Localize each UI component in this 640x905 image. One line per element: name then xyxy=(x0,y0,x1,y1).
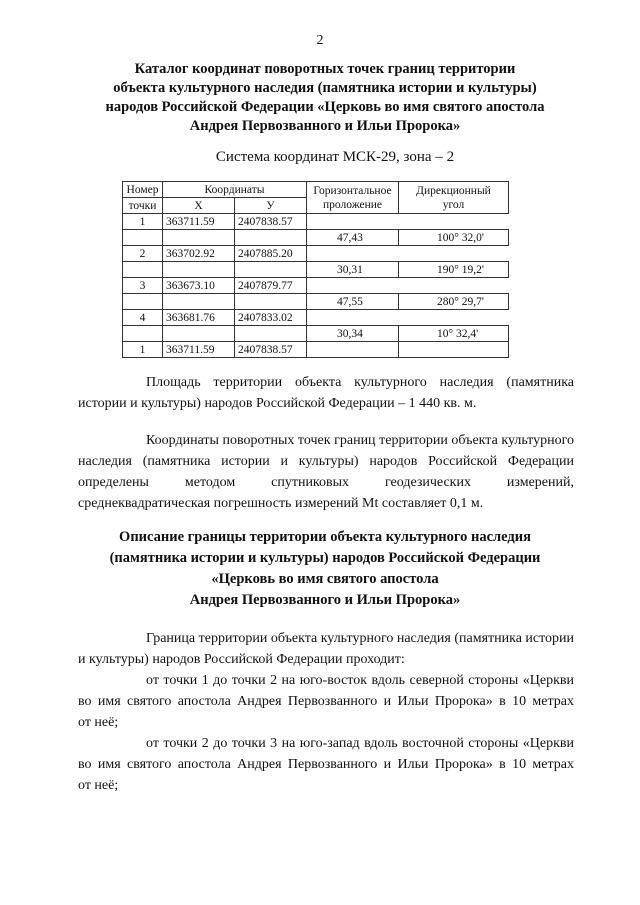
empty-cell xyxy=(307,310,399,326)
header-y: У xyxy=(235,198,307,214)
header-horizontal-distance xyxy=(307,182,399,214)
x-cell: 363673.10 xyxy=(163,278,235,294)
description-title-line: (памятника истории и культуры) народов Российской Федерации xyxy=(109,550,541,566)
empty-cell xyxy=(235,294,307,310)
paragraph-line: Площадь территории объекта культурного наследия (памятника xyxy=(146,375,574,390)
header-direction-angle xyxy=(399,182,509,214)
empty-cell xyxy=(307,246,399,262)
catalog-title xyxy=(90,60,560,136)
y-cell: 2407879.77 xyxy=(235,278,307,294)
coordinates-table xyxy=(122,181,509,358)
y-cell: 2407885.20 xyxy=(235,246,307,262)
header-horizontal-distance-line: проложение xyxy=(322,198,383,211)
description-title-line: «Церковь во имя святого апостола xyxy=(211,571,439,587)
x-cell: 363681.76 xyxy=(163,310,235,326)
empty-cell xyxy=(399,278,509,294)
empty-cell xyxy=(163,326,235,342)
header-point-number: Номер xyxy=(123,182,163,198)
empty-cell xyxy=(399,214,509,230)
empty-cell xyxy=(235,230,307,246)
paragraph-line: во имя святого апостола Андрея Первозванного и Ильи Пророка» в 10 метрах xyxy=(78,694,574,709)
catalog-title-line: Андрея Первозванного и Ильи Пророка» xyxy=(189,118,461,134)
empty-cell xyxy=(123,294,163,310)
paragraph-line: наследия (памятника истории и культуры) народов Российской Федерации xyxy=(78,454,574,469)
y-cell: 2407838.57 xyxy=(235,214,307,230)
angle-cell: 280° 29,7' xyxy=(399,294,509,310)
point-number-cell: 1 xyxy=(123,342,163,358)
x-cell: 363711.59 xyxy=(163,342,235,358)
paragraph-line: среднеквадратическая погрешность измерений Mt составляет 0,1 м. xyxy=(78,496,484,511)
distance-cell: 30,31 xyxy=(307,262,399,278)
table-row xyxy=(123,214,509,230)
empty-cell xyxy=(123,326,163,342)
point-number-cell: 1 xyxy=(123,214,163,230)
empty-cell xyxy=(307,278,399,294)
paragraph-line: во имя святого апостола Андрея Первозванного и Ильи Пророка» в 10 метрах xyxy=(78,757,574,772)
paragraph-line: Граница территории объекта культурного наследия (памятника истории xyxy=(146,631,575,646)
point-number-cell: 4 xyxy=(123,310,163,326)
paragraph-line: истории и культуры) народов Российской Федерации – 1 440 кв. м. xyxy=(78,396,477,411)
table-row xyxy=(123,230,509,246)
paragraph-line: и культуры) народов Российской Федерации проходит: xyxy=(78,652,405,667)
table-row xyxy=(123,342,509,358)
empty-cell xyxy=(163,262,235,278)
catalog-title-line: Каталог координат поворотных точек границ территории xyxy=(134,61,516,77)
segment-2-3-description xyxy=(78,733,574,796)
x-cell: 363711.59 xyxy=(163,214,235,230)
paragraph-line: определены методом спутниковых геодезических измерений, xyxy=(78,475,574,490)
y-cell: 2407838.57 xyxy=(235,342,307,358)
distance-cell: 47,43 xyxy=(307,230,399,246)
method-paragraph xyxy=(78,430,574,514)
distance-cell: 30,34 xyxy=(307,326,399,342)
y-cell: 2407833.02 xyxy=(235,310,307,326)
point-number-cell: 3 xyxy=(123,278,163,294)
paragraph-line: от точки 2 до точки 3 на юго-запад вдоль восточной стороны «Церкви xyxy=(146,736,574,751)
table-row xyxy=(123,310,509,326)
boundary-intro xyxy=(78,628,575,670)
table-row xyxy=(123,326,509,342)
catalog-title-line: народов Российской Федерации «Церковь во имя святого апостола xyxy=(105,99,545,115)
angle-cell: 100° 32,0' xyxy=(399,230,509,246)
area-paragraph xyxy=(78,372,574,414)
angle-cell: 190° 19,2' xyxy=(399,262,509,278)
empty-cell xyxy=(163,294,235,310)
page-number: 2 xyxy=(316,33,324,48)
empty-cell xyxy=(307,342,399,358)
header-horizontal-distance-line: Горизонтальное xyxy=(313,184,392,197)
empty-cell xyxy=(163,230,235,246)
angle-cell: 10° 32,4' xyxy=(399,326,509,342)
table-row xyxy=(123,246,509,262)
empty-cell xyxy=(235,326,307,342)
table-row xyxy=(123,262,509,278)
table-row xyxy=(123,278,509,294)
paragraph-line: от неё; xyxy=(78,778,119,793)
empty-cell xyxy=(123,262,163,278)
paragraph-line: от точки 1 до точки 2 на юго-восток вдоль северной стороны «Церкви xyxy=(146,673,574,688)
segment-1-2-description xyxy=(78,670,574,733)
x-cell: 363702.92 xyxy=(163,246,235,262)
catalog-title-line: объекта культурного наследия (памятника истории и культуры) xyxy=(113,80,537,96)
empty-cell xyxy=(123,230,163,246)
paragraph-line: Координаты поворотных точек границ территории объекта культурного xyxy=(146,433,574,448)
header-direction-angle-line: угол xyxy=(442,198,465,211)
empty-cell xyxy=(399,342,509,358)
header-x: Х xyxy=(163,198,235,214)
empty-cell xyxy=(235,262,307,278)
header-coordinates: Координаты xyxy=(163,182,307,198)
empty-cell xyxy=(399,246,509,262)
empty-cell xyxy=(399,310,509,326)
coordinate-system-label: Система координат МСК-29, зона – 2 xyxy=(215,149,455,165)
distance-cell: 47,55 xyxy=(307,294,399,310)
paragraph-line: от неё; xyxy=(78,715,119,730)
empty-cell xyxy=(307,214,399,230)
description-title-line: Андрея Первозванного и Ильи Пророка» xyxy=(189,592,461,608)
header-direction-angle-line: Дирекционный xyxy=(416,184,491,197)
table-row xyxy=(123,294,509,310)
description-title xyxy=(90,527,560,611)
point-number-cell: 2 xyxy=(123,246,163,262)
description-title-line: Описание границы территории объекта культурного наследия xyxy=(119,529,531,545)
header-point-number-cont: точки xyxy=(123,198,163,214)
table-header-row xyxy=(123,182,509,198)
